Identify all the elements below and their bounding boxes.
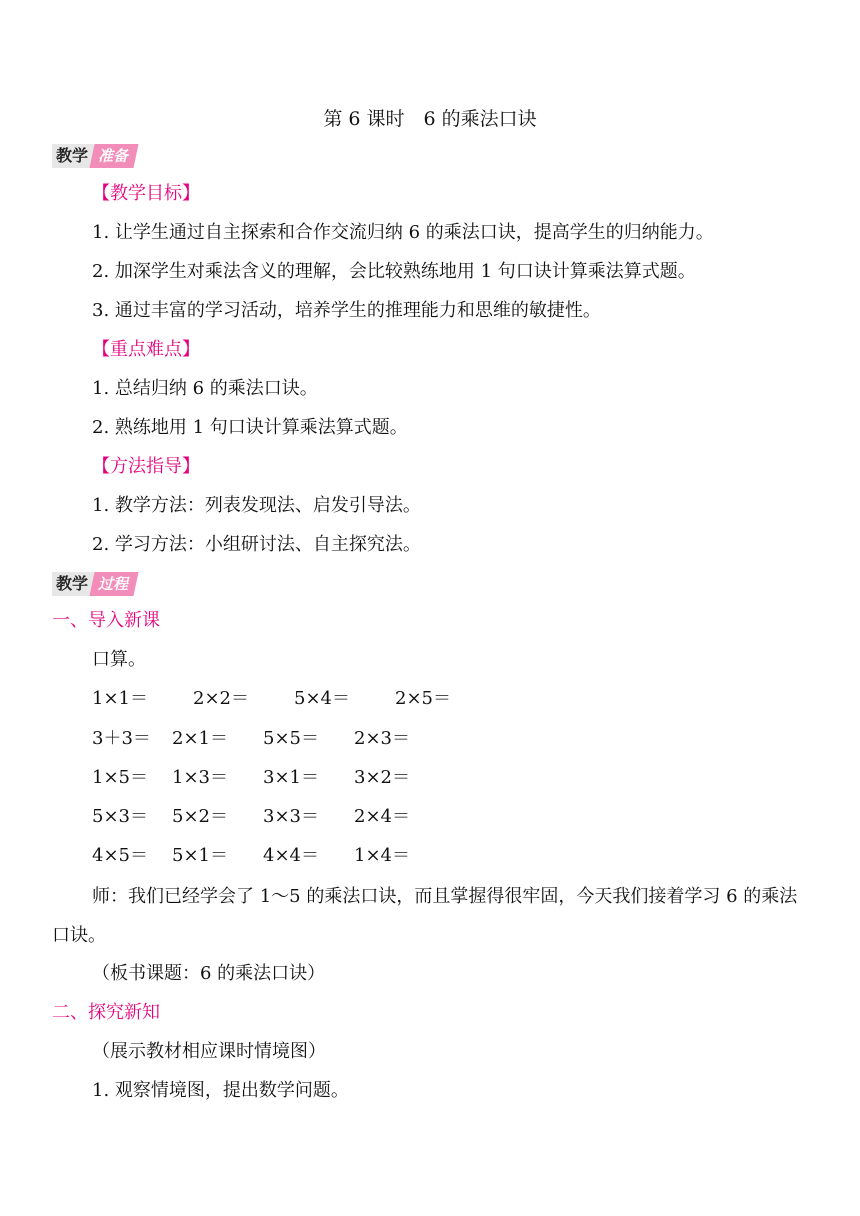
goals-heading: 【教学目标】 bbox=[92, 183, 200, 204]
teaching-process-badge bbox=[52, 572, 136, 596]
calc-item: 1×1＝ bbox=[92, 688, 148, 709]
calc-item: 2×2＝ bbox=[193, 688, 249, 709]
teacher-remark: 师：我们已经学会了 1～5 的乘法口诀，而且掌握得很牢固，今天我们接着学习 6 的乘法口诀。 bbox=[52, 886, 798, 946]
calc-item: 2×4＝ bbox=[354, 806, 410, 827]
calc-item: 5×5＝ bbox=[263, 728, 319, 749]
calc-item: 5×4＝ bbox=[294, 688, 350, 709]
calc-item: 1×3＝ bbox=[172, 767, 228, 788]
key-points-heading: 【重点难点】 bbox=[92, 339, 200, 360]
calc-item: 1×5＝ bbox=[92, 767, 148, 788]
method-1: 1. 教学方法：列表发现法、启发引导法。 bbox=[92, 495, 421, 516]
calc-item: 5×3＝ bbox=[92, 806, 148, 827]
badge-tag: 过程 bbox=[98, 575, 129, 593]
key-point-1: 1. 总结归纳 6 的乘法口诀。 bbox=[92, 378, 318, 399]
calc-item: 3＋3＝ bbox=[92, 728, 151, 749]
badge-label: 教学 bbox=[52, 572, 94, 596]
oral-calc-label: 口算。 bbox=[92, 649, 146, 670]
calc-item: 4×5＝ bbox=[92, 845, 148, 866]
calc-item: 2×5＝ bbox=[395, 688, 451, 709]
goal-1: 1. 让学生通过自主探索和合作交流归纳 6 的乘法口诀，提高学生的归纳能力。 bbox=[92, 222, 714, 243]
method-2: 2. 学习方法：小组研讨法、自主探究法。 bbox=[92, 534, 421, 555]
calc-item: 2×3＝ bbox=[354, 728, 410, 749]
calc-item: 5×2＝ bbox=[172, 806, 228, 827]
goal-3: 3. 通过丰富的学习活动，培养学生的推理能力和思维的敏捷性。 bbox=[92, 300, 601, 321]
badge-tag: 准备 bbox=[98, 147, 129, 165]
calc-item: 3×1＝ bbox=[263, 767, 319, 788]
goal-2: 2. 加深学生对乘法含义的理解，会比较熟练地用 1 句口诀计算乘法算式题。 bbox=[92, 261, 696, 282]
lesson-title: 第 6 课时 6 的乘法口诀 bbox=[323, 108, 537, 130]
calc-item: 1×4＝ bbox=[354, 845, 410, 866]
show-note: （展示教材相应课时情境图） bbox=[92, 1041, 326, 1062]
section-heading-explore: 二、探究新知 bbox=[52, 1002, 160, 1023]
teaching-preparation-badge bbox=[52, 144, 136, 168]
board-note: （板书课题：6 的乘法口诀） bbox=[92, 963, 326, 984]
method-heading: 【方法指导】 bbox=[92, 456, 200, 477]
calc-item: 2×1＝ bbox=[172, 728, 228, 749]
calc-item: 5×1＝ bbox=[172, 845, 228, 866]
badge-label: 教学 bbox=[52, 144, 94, 168]
observe-step: 1. 观察情境图，提出数学问题。 bbox=[92, 1080, 349, 1101]
calc-item: 3×3＝ bbox=[263, 806, 319, 827]
section-heading-intro: 一、导入新课 bbox=[52, 610, 160, 631]
key-point-2: 2. 熟练地用 1 句口诀计算乘法算式题。 bbox=[92, 417, 408, 438]
calc-item: 3×2＝ bbox=[354, 767, 410, 788]
calc-item: 4×4＝ bbox=[263, 845, 319, 866]
